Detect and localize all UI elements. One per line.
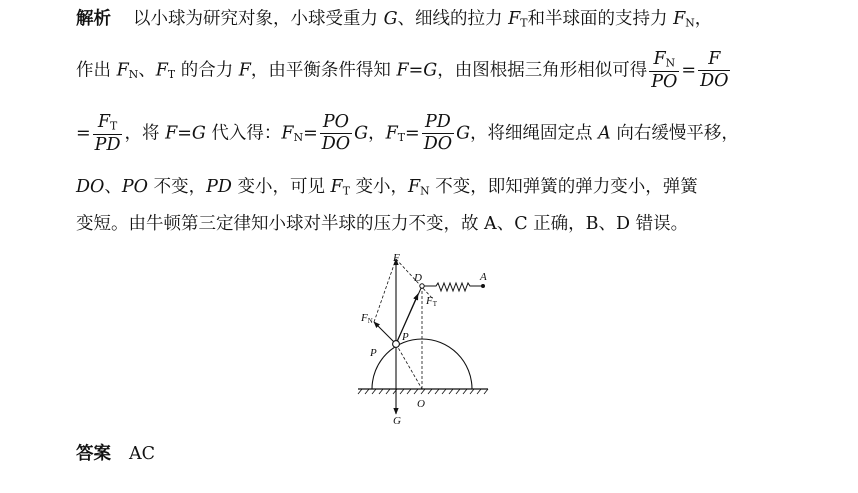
text: 不变，即知弹簧的弹力变小，弹簧 <box>429 177 698 197</box>
numerator: PD <box>422 113 454 134</box>
fraction-F-DO <box>698 50 730 92</box>
numerator: F <box>653 49 666 69</box>
text: ，将 <box>124 123 166 144</box>
label-FN: FN <box>361 312 373 325</box>
subscript: T <box>110 119 118 133</box>
segment-DO: DO <box>76 177 105 197</box>
text: 和半球面的支持力 <box>527 9 674 29</box>
fraction-PO-DO <box>320 113 352 155</box>
denominator: PO <box>651 71 678 92</box>
text: 、细线的拉力 <box>397 9 509 29</box>
subscript: N <box>685 16 695 30</box>
fraction-FT-PD <box>93 113 123 155</box>
dashed-parallelogram-side-2 <box>374 259 396 322</box>
symbol-F: F <box>281 123 294 144</box>
symbol-F: F <box>408 177 421 197</box>
text: 向右缓慢平移， <box>610 123 739 144</box>
spring <box>422 283 483 291</box>
ball-P <box>393 341 400 348</box>
denominator: DO <box>700 71 729 92</box>
subscript: N <box>293 131 304 145</box>
symbol-F: F <box>330 177 343 197</box>
answer-heading: 答案 <box>76 444 111 464</box>
text: 、 <box>104 177 122 197</box>
solution-line-5 <box>76 216 688 234</box>
text: 作出 <box>76 60 117 81</box>
solution-line-2 <box>76 50 732 92</box>
arrow-FN <box>374 322 396 344</box>
label-FT: FT <box>426 295 438 308</box>
equals: = <box>76 123 91 144</box>
label-A: A <box>480 271 487 283</box>
symbol-F: F <box>238 60 251 81</box>
text: 变小，可见 <box>231 177 331 197</box>
solution-heading: 解析 <box>76 9 111 29</box>
symbol-G: G <box>383 9 398 29</box>
symbol-A: A <box>598 123 611 144</box>
denominator: DO <box>321 134 351 155</box>
label-G: G <box>393 415 401 427</box>
text: 以小球为研究对象，小球受重力 <box>133 9 384 29</box>
subscript: T <box>520 16 528 30</box>
text: 变小， <box>349 177 409 197</box>
label-P-upper: P <box>402 331 409 343</box>
subscript: N <box>665 56 676 70</box>
text: ，由图根据三角形相似可得 <box>437 60 648 81</box>
text: 不变， <box>148 177 207 197</box>
segment-PD: PD <box>206 177 232 197</box>
point-A <box>481 284 485 288</box>
symbol-F: F <box>155 60 168 81</box>
point-D <box>420 284 424 288</box>
subscript: N <box>420 184 430 198</box>
text: ，由平衡条件得知 <box>250 60 397 81</box>
numerator: F <box>698 50 730 71</box>
solution-line-1 <box>76 11 712 30</box>
answer-line <box>76 446 155 464</box>
symbol-G: G <box>456 123 471 144</box>
subscript: T <box>167 68 176 82</box>
fraction-FN-PO <box>649 50 679 92</box>
label-O: O <box>417 398 425 410</box>
equals: = <box>405 123 420 144</box>
text: ， <box>368 123 386 144</box>
subscript: T <box>342 184 350 198</box>
ground-hatching <box>358 389 488 394</box>
text: 的合力 <box>175 60 239 81</box>
fraction-PD-DO <box>422 113 454 155</box>
dashed-line-PO <box>396 344 422 389</box>
subscript: N <box>128 68 139 82</box>
numerator: PO <box>320 113 352 134</box>
segment-PO: PO <box>121 177 149 197</box>
text: ，将细绳固定点 <box>470 123 599 144</box>
text: 代入得： <box>205 123 282 144</box>
equals: = <box>681 60 697 81</box>
symbol-F: F <box>385 123 398 144</box>
force-diagram <box>350 250 500 430</box>
solution-line-3 <box>76 113 739 155</box>
symbol-G: G <box>354 123 369 144</box>
text: 变短。由牛顿第三定律知小球对半球的压力不变，故 A、C 正确，B、D 错误。 <box>76 214 689 234</box>
equals: = <box>303 123 318 144</box>
equation: F=G <box>396 60 438 81</box>
equation: F=G <box>165 123 206 144</box>
text: 、 <box>138 60 156 81</box>
symbol-F: F <box>508 9 521 29</box>
denominator: PD <box>94 134 121 155</box>
text: ， <box>694 9 713 29</box>
label-P-left: P <box>370 347 377 359</box>
numerator: F <box>97 112 111 132</box>
symbol-F: F <box>673 9 686 29</box>
label-F: F <box>393 252 400 264</box>
label-D: D <box>414 272 422 284</box>
subscript: T <box>397 131 406 145</box>
denominator: DO <box>423 134 453 155</box>
solution-line-4 <box>76 179 698 198</box>
answer-value: AC <box>129 444 156 464</box>
symbol-F: F <box>116 60 129 81</box>
